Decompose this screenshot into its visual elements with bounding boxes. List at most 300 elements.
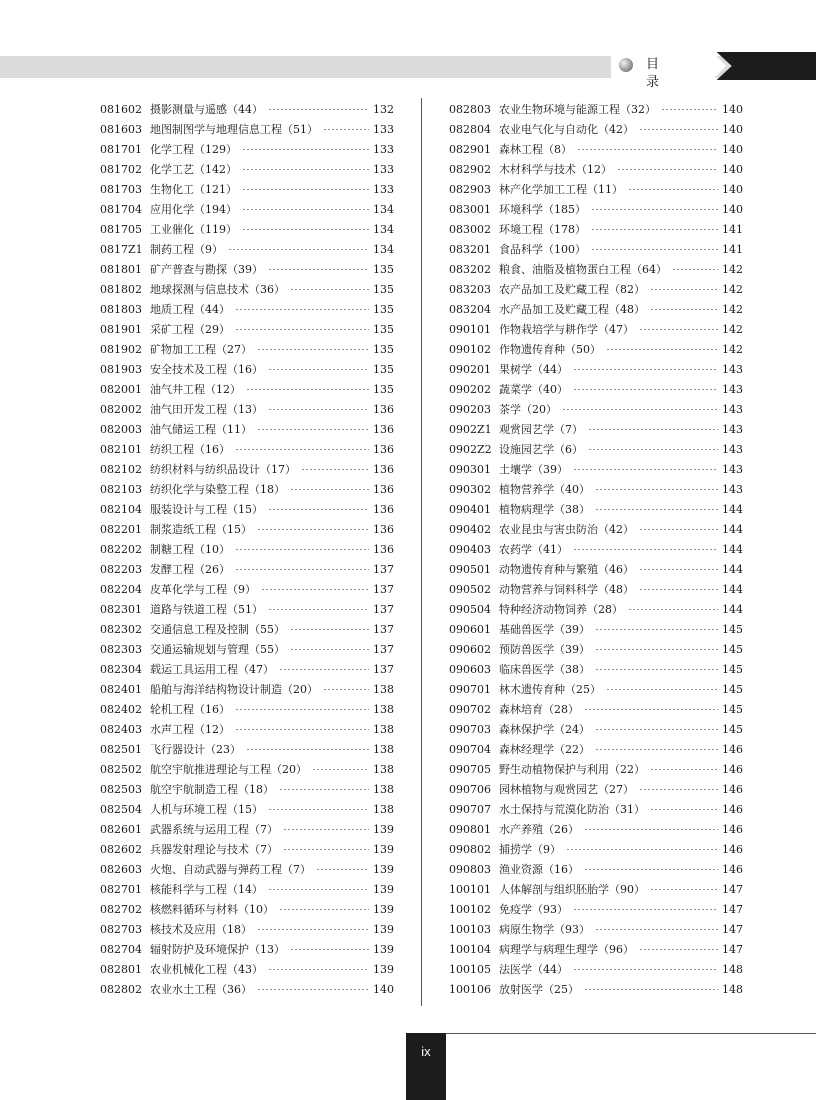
entry-title: 人体解剖与组织胚胎学（90） bbox=[499, 883, 645, 896]
dot-leader bbox=[595, 649, 718, 650]
toc-entry[interactable] bbox=[449, 740, 743, 760]
entry-title: 植物病理学（38） bbox=[499, 503, 590, 516]
entry-title: 应用化学（194） bbox=[150, 203, 237, 216]
entry-title: 采矿工程（29） bbox=[150, 323, 230, 336]
toc-entry[interactable] bbox=[449, 280, 743, 300]
entry-title: 作物遗传育种（50） bbox=[499, 343, 601, 356]
toc-entry[interactable] bbox=[100, 440, 394, 460]
toc-entry[interactable] bbox=[100, 880, 394, 900]
entry-title: 武器系统与运用工程（7） bbox=[150, 823, 278, 836]
dot-leader bbox=[279, 909, 369, 910]
toc-entry[interactable] bbox=[100, 680, 394, 700]
toc-entry[interactable] bbox=[449, 380, 743, 400]
toc-entry[interactable] bbox=[449, 120, 743, 140]
entry-title: 制浆造纸工程（15） bbox=[150, 523, 252, 536]
entry-title: 工业催化（119） bbox=[150, 223, 237, 236]
entry-title: 飞行器设计（23） bbox=[150, 743, 241, 756]
toc-entry[interactable] bbox=[100, 400, 394, 420]
footer-rule bbox=[406, 1033, 816, 1034]
entry-code: 082102 bbox=[100, 463, 142, 476]
dot-leader bbox=[650, 889, 718, 890]
toc-entry[interactable] bbox=[449, 940, 743, 960]
toc-entry[interactable] bbox=[449, 840, 743, 860]
dot-leader bbox=[242, 189, 369, 190]
entry-code: 082204 bbox=[100, 583, 142, 596]
entry-title: 果树学（44） bbox=[499, 363, 568, 376]
entry-code: 0902Z2 bbox=[449, 443, 492, 456]
toc-entry[interactable] bbox=[100, 700, 394, 720]
entry-page: 145 bbox=[722, 683, 743, 696]
dot-leader bbox=[228, 249, 369, 250]
dot-leader bbox=[235, 449, 369, 450]
toc-entry[interactable] bbox=[100, 200, 394, 220]
entry-page: 135 bbox=[373, 383, 394, 396]
entry-code: 090801 bbox=[449, 823, 491, 836]
entry-title: 木材科学与技术（12） bbox=[499, 163, 612, 176]
entry-title: 服装设计与工程（15） bbox=[150, 503, 263, 516]
toc-entry[interactable] bbox=[449, 860, 743, 880]
dot-leader bbox=[290, 489, 369, 490]
entry-title: 法医学（44） bbox=[499, 963, 568, 976]
entry-code: 082802 bbox=[100, 983, 142, 996]
entry-code: 090201 bbox=[449, 363, 491, 376]
toc-entry[interactable] bbox=[449, 300, 743, 320]
toc-entry[interactable] bbox=[449, 400, 743, 420]
toc-entry[interactable] bbox=[100, 120, 394, 140]
page-number: ix bbox=[421, 1044, 431, 1059]
dot-leader bbox=[268, 109, 369, 110]
dot-leader bbox=[290, 289, 369, 290]
toc-entry[interactable] bbox=[100, 500, 394, 520]
entry-page: 135 bbox=[373, 343, 394, 356]
entry-code: 082704 bbox=[100, 943, 142, 956]
entry-title: 制糖工程（10） bbox=[150, 543, 230, 556]
entry-page: 145 bbox=[722, 663, 743, 676]
entry-title: 矿物加工工程（27） bbox=[150, 343, 252, 356]
entry-title: 核能科学与工程（14） bbox=[150, 883, 263, 896]
entry-code: 083001 bbox=[449, 203, 491, 216]
dot-leader bbox=[639, 589, 718, 590]
entry-page: 143 bbox=[722, 383, 743, 396]
entry-code: 090101 bbox=[449, 323, 491, 336]
dot-leader bbox=[628, 609, 718, 610]
entry-code: 082701 bbox=[100, 883, 142, 896]
entry-code: 100105 bbox=[449, 963, 491, 976]
entry-page: 139 bbox=[373, 963, 394, 976]
dot-leader bbox=[573, 389, 718, 390]
entry-page: 147 bbox=[722, 883, 743, 896]
entry-page: 140 bbox=[722, 183, 743, 196]
toc-entry[interactable] bbox=[100, 360, 394, 380]
entry-code: 083002 bbox=[449, 223, 491, 236]
entry-code: 100101 bbox=[449, 883, 491, 896]
toc-entry[interactable] bbox=[100, 280, 394, 300]
dot-leader bbox=[584, 829, 718, 830]
entry-code: 081704 bbox=[100, 203, 142, 216]
entry-title: 观赏园艺学（7） bbox=[499, 423, 583, 436]
entry-code: 090301 bbox=[449, 463, 491, 476]
toc-entry[interactable] bbox=[100, 300, 394, 320]
entry-code: 082201 bbox=[100, 523, 142, 536]
entry-code: 082302 bbox=[100, 623, 142, 636]
toc-entry[interactable] bbox=[449, 600, 743, 620]
toc-entry[interactable] bbox=[449, 240, 743, 260]
entry-title: 纺织材料与纺织品设计（17） bbox=[150, 463, 296, 476]
toc-entry[interactable] bbox=[449, 440, 743, 460]
toc-entry[interactable] bbox=[100, 380, 394, 400]
dot-leader bbox=[639, 949, 718, 950]
entry-page: 139 bbox=[373, 923, 394, 936]
entry-code: 090705 bbox=[449, 763, 491, 776]
entry-page: 145 bbox=[722, 703, 743, 716]
dot-leader bbox=[639, 129, 718, 130]
entry-code: 082401 bbox=[100, 683, 142, 696]
entry-code: 090701 bbox=[449, 683, 491, 696]
dot-leader bbox=[577, 149, 718, 150]
entry-page: 138 bbox=[373, 743, 394, 756]
entry-title: 预防兽医学（39） bbox=[499, 643, 590, 656]
dot-leader bbox=[279, 669, 369, 670]
toc-entry[interactable] bbox=[100, 480, 394, 500]
entry-code: 082902 bbox=[449, 163, 491, 176]
entry-code: 090401 bbox=[449, 503, 491, 516]
dot-leader bbox=[588, 449, 718, 450]
dot-leader bbox=[301, 469, 369, 470]
dot-leader bbox=[268, 969, 369, 970]
toc-entry[interactable] bbox=[100, 640, 394, 660]
entry-page: 139 bbox=[373, 943, 394, 956]
toc-entry[interactable] bbox=[449, 420, 743, 440]
toc-entry[interactable] bbox=[449, 680, 743, 700]
entry-page: 136 bbox=[373, 463, 394, 476]
entry-code: 082304 bbox=[100, 663, 142, 676]
entry-code: 082002 bbox=[100, 403, 142, 416]
entry-page: 136 bbox=[373, 523, 394, 536]
toc-entry[interactable] bbox=[100, 420, 394, 440]
dot-leader bbox=[235, 549, 369, 550]
entry-title: 制药工程（9） bbox=[150, 243, 223, 256]
toc-entry[interactable] bbox=[449, 220, 743, 240]
entry-page: 144 bbox=[722, 543, 743, 556]
toc-entry[interactable] bbox=[100, 900, 394, 920]
toc-entry[interactable] bbox=[100, 860, 394, 880]
entry-page: 138 bbox=[373, 723, 394, 736]
entry-title: 病原生物学（93） bbox=[499, 923, 590, 936]
entry-code: 083203 bbox=[449, 283, 491, 296]
entry-page: 144 bbox=[722, 563, 743, 576]
entry-title: 地质工程（44） bbox=[150, 303, 230, 316]
dot-leader bbox=[584, 989, 718, 990]
dot-leader bbox=[595, 749, 718, 750]
entry-title: 作物栽培学与耕作学（47） bbox=[499, 323, 634, 336]
entry-page: 138 bbox=[373, 703, 394, 716]
entry-title: 设施园艺学（6） bbox=[499, 443, 583, 456]
bullet-icon bbox=[619, 58, 633, 72]
toc-entry[interactable] bbox=[449, 760, 743, 780]
entry-page: 137 bbox=[373, 563, 394, 576]
column-divider bbox=[421, 98, 422, 1006]
entry-page: 134 bbox=[373, 203, 394, 216]
entry-page: 145 bbox=[722, 643, 743, 656]
entry-title: 农业生物环境与能源工程（32） bbox=[499, 103, 656, 116]
entry-page: 135 bbox=[373, 323, 394, 336]
entry-page: 140 bbox=[722, 143, 743, 156]
entry-title: 发酵工程（26） bbox=[150, 563, 230, 576]
entry-code: 081803 bbox=[100, 303, 142, 316]
entry-title: 临床兽医学（38） bbox=[499, 663, 590, 676]
entry-title: 免疫学（93） bbox=[499, 903, 568, 916]
dot-leader bbox=[235, 709, 369, 710]
entry-title: 摄影测量与遥感（44） bbox=[150, 103, 263, 116]
entry-code: 090702 bbox=[449, 703, 491, 716]
entry-page: 132 bbox=[373, 103, 394, 116]
toc-entry[interactable] bbox=[100, 580, 394, 600]
entry-page: 143 bbox=[722, 483, 743, 496]
toc-entry[interactable] bbox=[449, 340, 743, 360]
toc-entry[interactable] bbox=[449, 900, 743, 920]
dot-leader bbox=[268, 369, 369, 370]
toc-entry[interactable] bbox=[449, 780, 743, 800]
entry-code: 081602 bbox=[100, 103, 142, 116]
entry-code: 100104 bbox=[449, 943, 491, 956]
toc-entry[interactable] bbox=[100, 540, 394, 560]
entry-page: 146 bbox=[722, 863, 743, 876]
entry-code: 083204 bbox=[449, 303, 491, 316]
toc-entry[interactable] bbox=[100, 340, 394, 360]
entry-page: 148 bbox=[722, 963, 743, 976]
dot-leader bbox=[290, 949, 369, 950]
entry-code: 082202 bbox=[100, 543, 142, 556]
dot-leader bbox=[573, 369, 718, 370]
entry-page: 137 bbox=[373, 643, 394, 656]
toc-entry[interactable] bbox=[100, 960, 394, 980]
entry-code: 082001 bbox=[100, 383, 142, 396]
toc-entry[interactable] bbox=[449, 620, 743, 640]
toc-entry[interactable] bbox=[100, 220, 394, 240]
entry-page: 138 bbox=[373, 803, 394, 816]
toc-entry[interactable] bbox=[100, 560, 394, 580]
toc-entry[interactable] bbox=[449, 180, 743, 200]
entry-code: 083202 bbox=[449, 263, 491, 276]
toc-entry[interactable] bbox=[449, 640, 743, 660]
entry-page: 141 bbox=[722, 243, 743, 256]
entry-title: 农业机械化工程（43） bbox=[150, 963, 263, 976]
toc-entry[interactable] bbox=[100, 800, 394, 820]
dot-leader bbox=[617, 169, 718, 170]
entry-code: 100102 bbox=[449, 903, 491, 916]
entry-code: 082702 bbox=[100, 903, 142, 916]
dot-leader bbox=[235, 309, 369, 310]
toc-entry[interactable] bbox=[449, 720, 743, 740]
entry-title: 道路与铁道工程（51） bbox=[150, 603, 263, 616]
entry-page: 137 bbox=[373, 663, 394, 676]
entry-title: 水产品加工及贮藏工程（48） bbox=[499, 303, 645, 316]
toc-entry[interactable] bbox=[100, 140, 394, 160]
entry-code: 082601 bbox=[100, 823, 142, 836]
dot-leader bbox=[595, 729, 718, 730]
entry-title: 辐射防护及环境保护（13） bbox=[150, 943, 285, 956]
entry-page: 146 bbox=[722, 803, 743, 816]
dot-leader bbox=[257, 529, 369, 530]
entry-page: 147 bbox=[722, 923, 743, 936]
entry-title: 安全技术及工程（16） bbox=[150, 363, 263, 376]
dot-leader bbox=[573, 549, 718, 550]
entry-page: 137 bbox=[373, 583, 394, 596]
entry-code: 081603 bbox=[100, 123, 142, 136]
toc-entry[interactable] bbox=[449, 140, 743, 160]
entry-code: 081705 bbox=[100, 223, 142, 236]
toc-entry[interactable] bbox=[449, 200, 743, 220]
dot-leader bbox=[268, 409, 369, 410]
toc-entry[interactable] bbox=[449, 560, 743, 580]
toc-entry[interactable] bbox=[449, 800, 743, 820]
toc-entry[interactable] bbox=[449, 520, 743, 540]
entry-code: 090603 bbox=[449, 663, 491, 676]
toc-entry[interactable] bbox=[100, 240, 394, 260]
toc-entry[interactable] bbox=[100, 620, 394, 640]
dot-leader bbox=[595, 929, 718, 930]
toc-entry[interactable] bbox=[100, 660, 394, 680]
entry-page: 145 bbox=[722, 623, 743, 636]
toc-entry[interactable] bbox=[449, 580, 743, 600]
toc-entry[interactable] bbox=[100, 160, 394, 180]
entry-code: 090504 bbox=[449, 603, 491, 616]
toc-entry[interactable] bbox=[100, 840, 394, 860]
entry-title: 动物遗传育种与繁殖（46） bbox=[499, 563, 634, 576]
entry-title: 动物营养与饲料科学（48） bbox=[499, 583, 634, 596]
dot-leader bbox=[595, 669, 718, 670]
entry-title: 纺织化学与染整工程（18） bbox=[150, 483, 285, 496]
entry-page: 148 bbox=[722, 983, 743, 996]
entry-title: 地图制图学与地理信息工程（51） bbox=[150, 123, 318, 136]
entry-title: 地球探测与信息技术（36） bbox=[150, 283, 285, 296]
entry-page: 144 bbox=[722, 583, 743, 596]
entry-page: 135 bbox=[373, 283, 394, 296]
toc-entry[interactable] bbox=[100, 180, 394, 200]
entry-title: 人机与环境工程（15） bbox=[150, 803, 263, 816]
entry-title: 核燃料循环与材料（10） bbox=[150, 903, 274, 916]
entry-page: 145 bbox=[722, 723, 743, 736]
entry-code: 090703 bbox=[449, 723, 491, 736]
entry-page: 136 bbox=[373, 403, 394, 416]
entry-page: 139 bbox=[373, 883, 394, 896]
entry-title: 蔬菜学（40） bbox=[499, 383, 568, 396]
toc-right-column bbox=[449, 100, 743, 1000]
dot-leader bbox=[639, 789, 718, 790]
dot-leader bbox=[242, 209, 369, 210]
toc-entry[interactable] bbox=[449, 500, 743, 520]
dot-leader bbox=[290, 649, 369, 650]
dot-leader bbox=[235, 329, 369, 330]
page-title: 目录 bbox=[646, 57, 678, 90]
toc-entry[interactable] bbox=[449, 100, 743, 120]
toc-entry[interactable] bbox=[449, 820, 743, 840]
entry-title: 农业电气化与自动化（42） bbox=[499, 123, 634, 136]
entry-page: 138 bbox=[373, 783, 394, 796]
entry-page: 140 bbox=[373, 983, 394, 996]
toc-entry[interactable] bbox=[449, 480, 743, 500]
toc-entry[interactable] bbox=[100, 720, 394, 740]
entry-page: 136 bbox=[373, 423, 394, 436]
toc-entry[interactable] bbox=[100, 920, 394, 940]
toc-entry[interactable] bbox=[100, 820, 394, 840]
entry-code: 082603 bbox=[100, 863, 142, 876]
dot-leader bbox=[588, 429, 718, 430]
entry-title: 粮食、油脂及植物蛋白工程（64） bbox=[499, 263, 667, 276]
toc-entry[interactable] bbox=[100, 260, 394, 280]
toc-entry[interactable] bbox=[100, 460, 394, 480]
dot-leader bbox=[606, 349, 718, 350]
entry-code: 082203 bbox=[100, 563, 142, 576]
entry-title: 林木遗传育种（25） bbox=[499, 683, 601, 696]
toc-entry[interactable] bbox=[449, 260, 743, 280]
entry-code: 082502 bbox=[100, 763, 142, 776]
toc-entry[interactable] bbox=[449, 980, 743, 1000]
entry-page: 141 bbox=[722, 223, 743, 236]
entry-title: 油气储运工程（11） bbox=[150, 423, 252, 436]
entry-page: 133 bbox=[373, 123, 394, 136]
toc-entry[interactable] bbox=[449, 160, 743, 180]
toc-entry[interactable] bbox=[100, 740, 394, 760]
entry-page: 136 bbox=[373, 443, 394, 456]
dot-leader bbox=[628, 189, 718, 190]
toc-entry[interactable] bbox=[449, 960, 743, 980]
toc-entry[interactable] bbox=[449, 880, 743, 900]
toc-entry[interactable] bbox=[100, 780, 394, 800]
entry-code: 090803 bbox=[449, 863, 491, 876]
toc-entry[interactable] bbox=[100, 320, 394, 340]
entry-page: 136 bbox=[373, 483, 394, 496]
entry-title: 水声工程（12） bbox=[150, 723, 230, 736]
toc-entry[interactable] bbox=[100, 760, 394, 780]
entry-title: 矿产普查与勘探（39） bbox=[150, 263, 263, 276]
toc-entry[interactable] bbox=[100, 940, 394, 960]
toc-entry[interactable] bbox=[100, 980, 394, 1000]
toc-entry[interactable] bbox=[449, 360, 743, 380]
toc-entry[interactable] bbox=[449, 920, 743, 940]
entry-title: 基础兽医学（39） bbox=[499, 623, 590, 636]
toc-entry[interactable] bbox=[100, 520, 394, 540]
toc-entry[interactable] bbox=[449, 320, 743, 340]
toc-entry[interactable] bbox=[449, 660, 743, 680]
entry-title: 野生动植物保护与利用（22） bbox=[499, 763, 645, 776]
entry-title: 轮机工程（16） bbox=[150, 703, 230, 716]
entry-title: 森林培育（28） bbox=[499, 703, 579, 716]
dot-leader bbox=[242, 169, 369, 170]
entry-title: 化学工程（129） bbox=[150, 143, 237, 156]
entry-code: 100103 bbox=[449, 923, 491, 936]
toc-entry[interactable] bbox=[100, 100, 394, 120]
dot-leader bbox=[323, 689, 369, 690]
toc-entry[interactable] bbox=[100, 600, 394, 620]
dot-leader bbox=[323, 129, 369, 130]
toc-entry[interactable] bbox=[449, 540, 743, 560]
dot-leader bbox=[235, 729, 369, 730]
entry-page: 138 bbox=[373, 763, 394, 776]
entry-title: 放射医学（25） bbox=[499, 983, 579, 996]
entry-code: 082804 bbox=[449, 123, 491, 136]
entry-page: 140 bbox=[722, 203, 743, 216]
entry-page: 144 bbox=[722, 603, 743, 616]
toc-entry[interactable] bbox=[449, 460, 743, 480]
entry-page: 133 bbox=[373, 163, 394, 176]
entry-page: 134 bbox=[373, 223, 394, 236]
toc-entry[interactable] bbox=[449, 700, 743, 720]
entry-code: 082103 bbox=[100, 483, 142, 496]
entry-code: 082703 bbox=[100, 923, 142, 936]
entry-code: 0902Z1 bbox=[449, 423, 492, 436]
entry-code: 090802 bbox=[449, 843, 491, 856]
